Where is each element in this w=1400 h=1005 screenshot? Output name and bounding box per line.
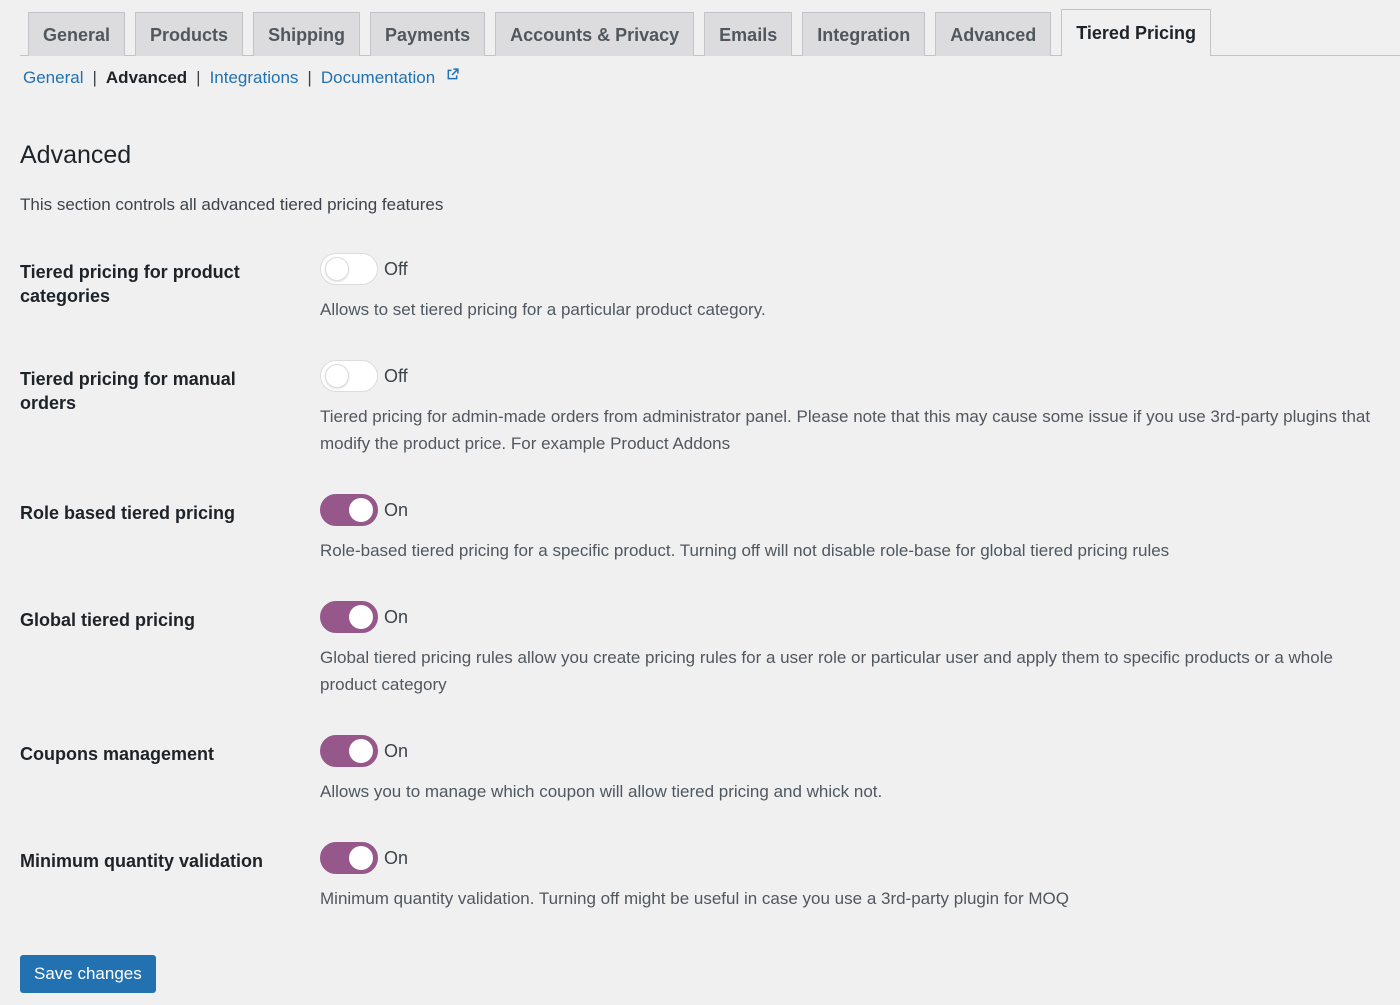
documentation-link-label: Documentation xyxy=(320,68,436,87)
min-quantity-toggle[interactable] xyxy=(320,842,378,874)
tab-shipping[interactable]: Shipping xyxy=(253,12,360,56)
setting-label: Coupons management xyxy=(20,744,215,764)
subsection-nav xyxy=(23,68,459,88)
global-pricing-toggle[interactable] xyxy=(320,601,378,633)
setting-field xyxy=(320,841,1390,912)
tab-accounts-privacy[interactable]: Accounts & Privacy xyxy=(495,12,694,56)
toggle-state-label: Off xyxy=(384,365,408,386)
setting-label: Minimum quantity validation xyxy=(20,851,264,871)
subnav-separator: | xyxy=(92,68,97,87)
setting-field xyxy=(320,734,1390,805)
toggle-knob xyxy=(325,364,349,388)
toggle-state-label: On xyxy=(384,740,409,761)
setting-description: Allows to set tiered pricing for a particular product category. xyxy=(320,300,766,319)
tab-emails[interactable]: Emails xyxy=(704,12,792,56)
settings-tabs xyxy=(28,10,1400,56)
tab-payments[interactable]: Payments xyxy=(370,12,485,56)
setting-description: Global tiered pricing rules allow you create pricing rules for a user role or particular user and apply them to specific products or a whole product category xyxy=(320,648,1333,694)
setting-label: Tiered pricing for product categories xyxy=(20,262,240,306)
toggle-knob xyxy=(349,498,373,522)
toggle-knob xyxy=(349,846,373,870)
coupons-toggle[interactable] xyxy=(320,735,378,767)
toggle-state-label: On xyxy=(384,499,409,520)
setting-description: Tiered pricing for admin-made orders from administrator panel. Please note that this may cause some issue if you use 3rd-party plugins that modify the product price. For example Product Addons xyxy=(320,407,1371,453)
tab-general[interactable]: General xyxy=(28,12,125,56)
toggle-state-label: On xyxy=(384,606,409,627)
subnav-current-advanced: Advanced xyxy=(105,68,188,87)
tab-integration[interactable]: Integration xyxy=(802,12,925,56)
setting-label: Role based tiered pricing xyxy=(20,503,236,523)
product-categories-toggle[interactable] xyxy=(320,253,378,285)
setting-field xyxy=(320,359,1390,457)
section-title: Advanced xyxy=(20,141,132,169)
toggle-knob xyxy=(349,605,373,629)
toggle-state-label: On xyxy=(384,847,409,868)
toggle-knob xyxy=(325,257,349,281)
setting-field xyxy=(320,493,1390,564)
setting-description: Minimum quantity validation. Turning off might be useful in case you use a 3rd-party plugin for MOQ xyxy=(320,889,1070,908)
subnav-separator: | xyxy=(307,68,312,87)
tab-products[interactable]: Products xyxy=(135,12,243,56)
role-based-toggle[interactable] xyxy=(320,494,378,526)
subnav-link-integrations[interactable]: Integrations xyxy=(209,68,299,87)
setting-field xyxy=(320,252,1390,323)
tab-advanced[interactable]: Advanced xyxy=(935,12,1051,56)
toggle-knob xyxy=(349,739,373,763)
external-link-icon xyxy=(446,68,459,81)
setting-label: Tiered pricing for manual orders xyxy=(20,369,236,413)
subnav-link-documentation[interactable] xyxy=(321,68,459,88)
subnav-separator: | xyxy=(196,68,201,87)
setting-description: Role-based tiered pricing for a specific product. Turning off will not disable role-base for global tiered pricing rules xyxy=(320,541,1170,560)
setting-label: Global tiered pricing xyxy=(20,610,196,630)
setting-description: Allows you to manage which coupon will allow tiered pricing and whick not. xyxy=(320,782,883,801)
subnav-link-general[interactable]: General xyxy=(23,68,84,87)
toggle-state-label: Off xyxy=(384,258,408,279)
save-changes-button[interactable]: Save changes xyxy=(20,955,156,993)
setting-field xyxy=(320,600,1390,698)
section-description: This section controls all advanced tiered pricing features xyxy=(20,195,444,214)
tab-tiered-pricing[interactable]: Tiered Pricing xyxy=(1061,9,1211,56)
manual-orders-toggle[interactable] xyxy=(320,360,378,392)
